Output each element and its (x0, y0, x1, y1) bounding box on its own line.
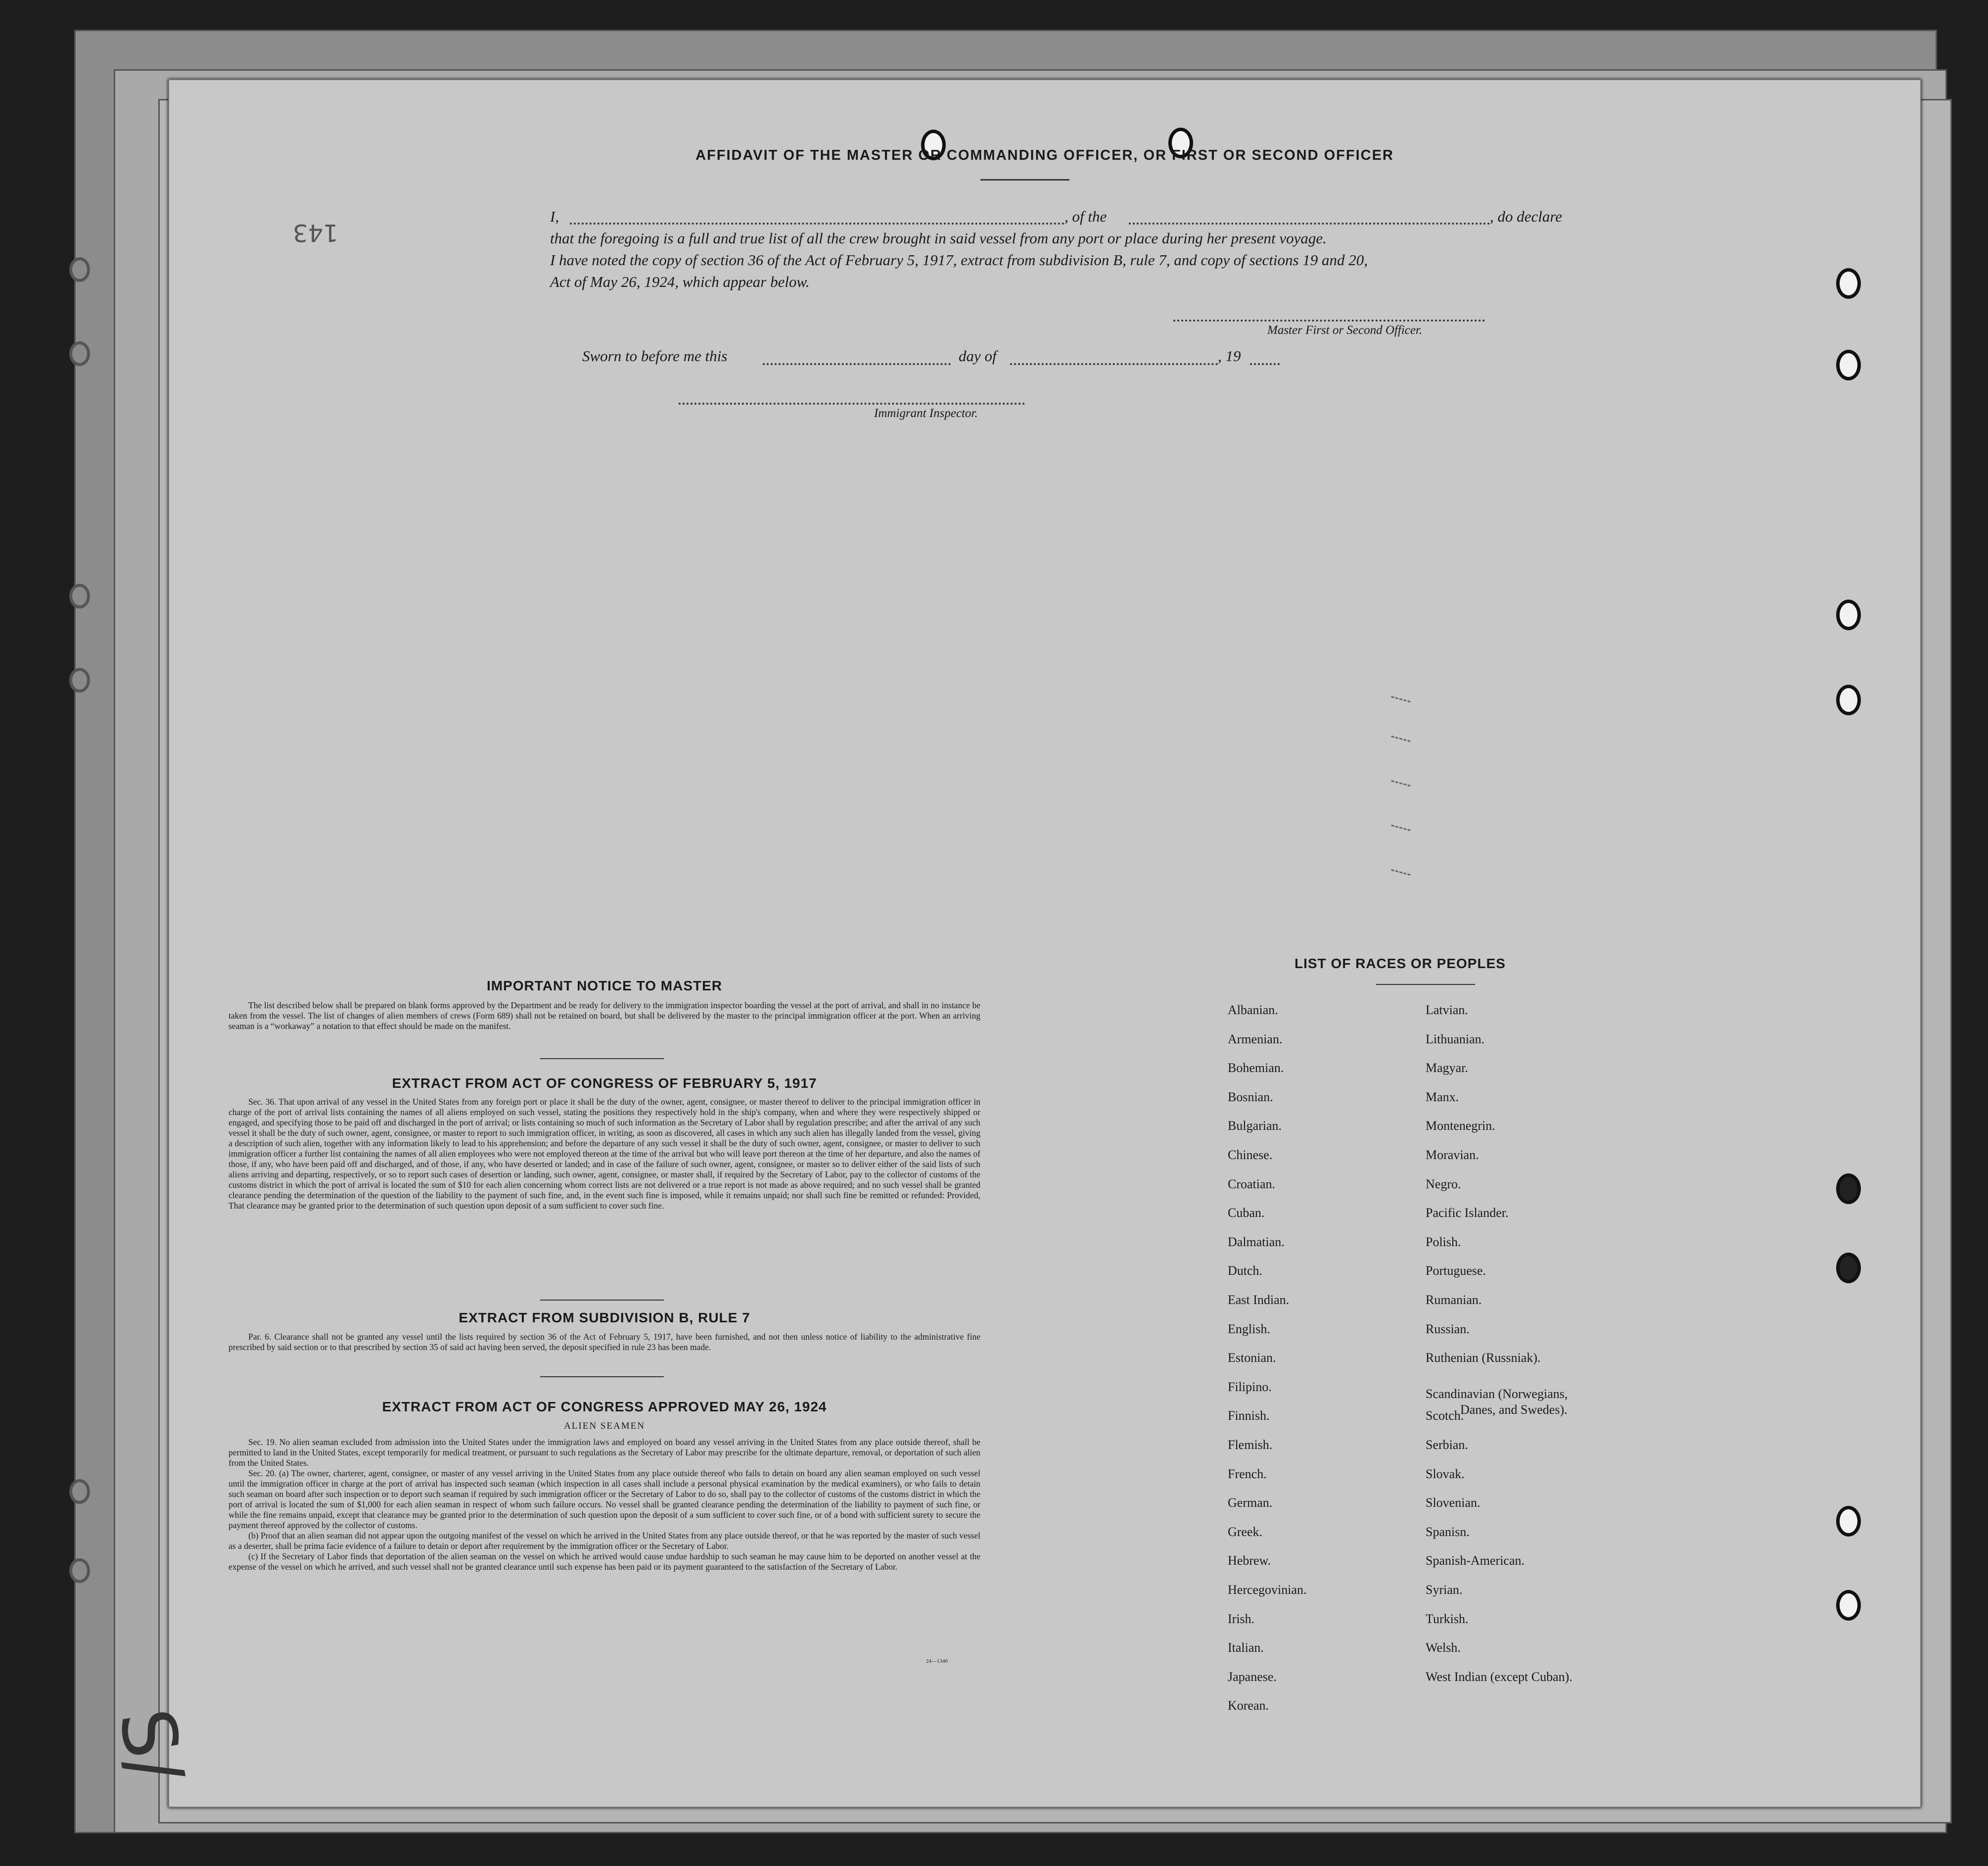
race-item: Hercegovinian. (1228, 1583, 1307, 1597)
alien-seamen-subtitle: ALIEN SEAMEN (564, 1421, 645, 1431)
race-item: Dutch. (1228, 1263, 1263, 1278)
notice-paragraph: The list described below shall be prepared on blank forms approved by the Department and be ready for delivery to the immigration inspector boarding the vessel at the port of arrival, and shall in no instance be taken from the vessel. The list of changes of alien members of crews (Form 689) shall not be retained on board, but shall be delivered by the master to the principal immigration officer at the port. When an arriving seaman is a “workaway” a notation to that effect should be made on the manifest. (229, 1000, 980, 1031)
punch-hole (1836, 268, 1861, 299)
race-item: Dalmatian. (1228, 1234, 1285, 1249)
form-page (102, 79, 1921, 1808)
race-item: French. (1228, 1466, 1267, 1481)
race-item: Greek. (1228, 1524, 1263, 1539)
vessel-blank[interactable] (1129, 223, 1490, 225)
race-item: Serbian. (1426, 1438, 1468, 1452)
race-item: Montenegrin. (1426, 1119, 1495, 1133)
punch-hole (1836, 1506, 1861, 1537)
extract-1917-title: EXTRACT FROM ACT OF CONGRESS OF FEBRUARY 5, 1917 (392, 1075, 817, 1091)
race-item: Albanian. (1228, 1003, 1278, 1017)
sec-36-paragraph: Sec. 36. That upon arrival of any vessel in the United States from any foreign port or place it shall be the duty of the owner, agent, consignee, or master thereof to deliver to the principal immigration officer in charge of the port of arrival lists containing the names of all aliens employed on such vessel, stating the positions they respectively hold in the ship's company, when and where they were respectively shipped or engaged, and specifying those to be paid off and discharged in the port of arrival; or lists containing so much of such information as the Secretary of Labor shall by regulation prescribe; and after the arrival of any such vessel it shall be the duty of such owner, agent, consignee, or master to report to such immigration officer, in writing, as soon as discovered, all cases in which any such alien has illegally landed from the vessel, giving a description of such alien, together with any information likely to lead to his apprehension; and before the departure of any such vessel it shall be the duty of such owner, agent, consignee, or master to deliver to such immigration officer a further list containing the names of all alien employees who were not employed thereon at the time of the arrival but who will leave port thereon at the time of her departure, and also the names of those, if any, who have been paid off and discharged, and of those, if any, who have deserted or landed; and in case of the failure of such owner, agent, consignee, or master so to deliver either of the said lists of such aliens arriving and departing, respectively, or so to report such cases of desertion or landing, such owner, agent, consignee, or master shall, if required by the Secretary of Labor, pay to the collector of customs of the customs district in which the port of arrival is located the sum of $10 for each alien concerning whom correct lists are not delivered or a true report is not made as above required; and no such vessel shall be granted clearance pending the determination of the question of the liability to the payment of such fine, and, in the event such fine is imposed, while it remains unpaid; nor shall such fine be remitted or refunded: Provided, That clearance may be granted prior to the determination of such question upon deposit of a sum sufficient to cover such fine. (229, 1097, 980, 1211)
race-item: Japanese. (1228, 1669, 1277, 1684)
race-item: Scotch. (1426, 1408, 1464, 1423)
punch-hole (69, 584, 90, 608)
race-item: Lithuanian. (1426, 1031, 1485, 1046)
punch-hole (69, 257, 90, 282)
sworn-prefix: Sworn to before me this (582, 347, 728, 365)
race-item: Bohemian. (1228, 1061, 1284, 1075)
divider (1376, 984, 1475, 985)
punch-hole (1836, 350, 1861, 380)
race-item: English. (1228, 1321, 1270, 1336)
punch-hole (1836, 685, 1861, 715)
affidavit-line-2: that the foregoing is a full and true list of all the crew brought in said vessel from any port or place during her present voyage. (550, 230, 1327, 247)
sworn-year-blank[interactable] (1250, 363, 1280, 365)
affidavit-line-3: I have noted the copy of section 36 of the Act of February 5, 1917, extract from subdivision B, rule 7, and copy of sections 19 and 20, (550, 251, 1368, 269)
punch-hole (69, 341, 90, 366)
extract-rule7-title: EXTRACT FROM SUBDIVISION B, RULE 7 (459, 1310, 750, 1325)
race-item: Latvian. (1426, 1003, 1468, 1017)
master-signature-label: Master First or Second Officer. (1267, 324, 1423, 337)
race-item: Hebrew. (1228, 1553, 1271, 1568)
race-item: Rumanian. (1426, 1293, 1482, 1307)
pencil-tick (1391, 780, 1410, 787)
inspector-signature-line[interactable] (679, 403, 1025, 405)
race-item: Korean. (1228, 1698, 1269, 1713)
punch-hole (69, 1558, 90, 1583)
race-item: Italian. (1228, 1640, 1264, 1655)
race-item: Bosnian. (1228, 1089, 1273, 1104)
sworn-day-of: day of (959, 347, 997, 365)
punch-hole (69, 1479, 90, 1504)
race-item: Manx. (1426, 1089, 1459, 1104)
pencil-tick (1391, 696, 1410, 702)
sec-20c-paragraph: (c) If the Secretary of Labor finds that deportation of the alien seaman on the vessel on which he arrived would cause undue hardship to such seaman he may cause him to be deported on another vessel at the expense of the vessel on which he arrived, and such vessel shall not be granted clearance until such expense has been paid or its payment guaranteed to the satisfaction of the Secretary of Labor. (229, 1551, 980, 1572)
divider (540, 1300, 664, 1301)
divider (540, 1376, 664, 1377)
race-item: East Indian. (1228, 1293, 1290, 1307)
punch-hole (1836, 1173, 1861, 1204)
race-item: Spanish-American. (1426, 1553, 1525, 1568)
race-item: Finnish. (1228, 1408, 1270, 1423)
pencil-tick (1391, 825, 1410, 831)
race-item: Cuban. (1228, 1206, 1265, 1220)
form-code: 24—1340 (926, 1658, 948, 1664)
race-item: Slovenian. (1426, 1495, 1480, 1510)
par-6-paragraph: Par. 6. Clearance shall not be granted any vessel until the lists required by section 36 of the Act of February 5, 1917, have been furnished, and not then unless notice of liability to the administrative fine prescribed by said section or to that prescribed by section 35 of said act having been served, the deposit specified in rule 23 has been made. (229, 1332, 980, 1352)
notice-title: IMPORTANT NOTICE TO MASTER (486, 978, 723, 993)
extract-1924-text (229, 1437, 980, 1572)
race-item: Spanisn. (1426, 1524, 1470, 1539)
race-item: Flemish. (1228, 1438, 1273, 1452)
punch-hole (69, 668, 90, 693)
inspector-label: Immigrant Inspector. (874, 407, 978, 420)
race-item: Estonian. (1228, 1351, 1276, 1365)
race-item: German. (1228, 1495, 1273, 1510)
race-item: Armenian. (1228, 1031, 1283, 1046)
master-signature-line[interactable] (1173, 320, 1485, 322)
race-item: Magyar. (1426, 1061, 1468, 1075)
race-item: West Indian (except Cuban). (1426, 1669, 1572, 1684)
race-item: Turkish. (1426, 1611, 1469, 1626)
notice-text (229, 1000, 980, 1031)
pencil-tick (1391, 736, 1410, 742)
affidavit-of-the: , of the (1064, 208, 1107, 225)
sworn-year: , 19 (1218, 347, 1241, 365)
race-item: Irish. (1228, 1611, 1255, 1626)
sec-20a-paragraph: Sec. 20. (a) The owner, charterer, agent, consignee, or master of any vessel arriving in the United States from any place outside thereof who fails to detain on board any alien seaman employed on such vessel until the immigration officer in charge at the port of arrival has inspected such seaman (which inspection in all cases shall include a personal physical examination by the medical examiners), or who fails to detain such seaman on board after such inspection or to deport such seaman if required by such immigration officer or the Secretary of Labor to do so, shall pay to the collector of customs of the customs district in which the port of arrival is located the sum of $1,000 for each alien seaman in respect of whom such failure occurs. No vessel shall be granted clearance pending the determination of the liability to payment of such fine, or while the fine remains unpaid, except that clearance may be granted prior to the determination of such question upon the deposit of a sum sufficient to cover such fine, or of a bond with sufficient surety to secure the payment thereof approved by the collector of customs. (229, 1468, 980, 1530)
race-item: Filipino. (1228, 1379, 1272, 1394)
races-title: LIST OF RACES OR PEOPLES (1295, 956, 1506, 971)
punch-hole (1836, 600, 1861, 630)
race-item: Syrian. (1426, 1583, 1463, 1597)
affidavit-title: AFFIDAVIT OF THE MASTER OR COMMANDING OFFICER, OR FIRST OR SECOND OFFICER (695, 147, 1394, 163)
sworn-month-blank[interactable] (1010, 363, 1218, 365)
sec-19-paragraph: Sec. 19. No alien seaman excluded from admission into the United States under the immigration laws and employed on board any vessel arriving in the United States from any place outside thereof, shall be permitted to land in the United States, except temporarily for medical treatment, or pursuant to such regulations as the Secretary of Labor may prescribe for the ultimate departure, removal, or deportation of such alien from the United States. (229, 1437, 980, 1468)
race-item: Croatian. (1228, 1176, 1276, 1191)
extract-rule7-text (229, 1332, 980, 1353)
race-item: Chinese. (1228, 1148, 1273, 1162)
race-item: Moravian. (1426, 1148, 1479, 1162)
divider (540, 1058, 664, 1059)
race-item: Slovak. (1426, 1466, 1465, 1481)
pencil-number: 143 (293, 219, 338, 246)
pencil-tick (1391, 869, 1410, 876)
punch-hole (1836, 1253, 1861, 1283)
race-item: Negro. (1426, 1176, 1461, 1191)
sec-20b-paragraph: (b) Proof that an alien seaman did not appear upon the outgoing manifest of the vessel on which he arrived in the United States from any place outside thereof, or that he was reported by the master of such vessel as a deserter, shall be prima facie evidence of a failure to detain or deport after requirement by the immigration officer or the Secretary of Labor. (229, 1531, 980, 1551)
race-item: Pacific Islander. (1426, 1206, 1509, 1220)
race-item: Portuguese. (1426, 1263, 1486, 1278)
sworn-day-blank[interactable] (763, 363, 951, 365)
race-item: Scandinavian (Norwegians, (1426, 1386, 1568, 1401)
race-item: Welsh. (1426, 1640, 1461, 1655)
affidavit-line-4: Act of May 26, 1924, which appear below. (550, 273, 810, 290)
name-blank[interactable] (570, 223, 1064, 225)
race-item: Bulgarian. (1228, 1119, 1282, 1133)
pencil-margin-mark: S/ (102, 1703, 200, 1789)
punch-hole (1836, 1590, 1861, 1621)
race-item: Danes, and Swedes). (1460, 1402, 1568, 1417)
affidavit-i: I, (550, 208, 559, 225)
extract-1917-text (229, 1097, 980, 1211)
race-item: Polish. (1426, 1234, 1461, 1249)
race-item: Ruthenian (Russniak). (1426, 1351, 1541, 1365)
divider (980, 179, 1069, 181)
race-item: Russian. (1426, 1321, 1470, 1336)
extract-1924-title: EXTRACT FROM ACT OF CONGRESS APPROVED MAY 26, 1924 (382, 1399, 827, 1414)
affidavit-do-declare: , do declare (1490, 208, 1563, 225)
